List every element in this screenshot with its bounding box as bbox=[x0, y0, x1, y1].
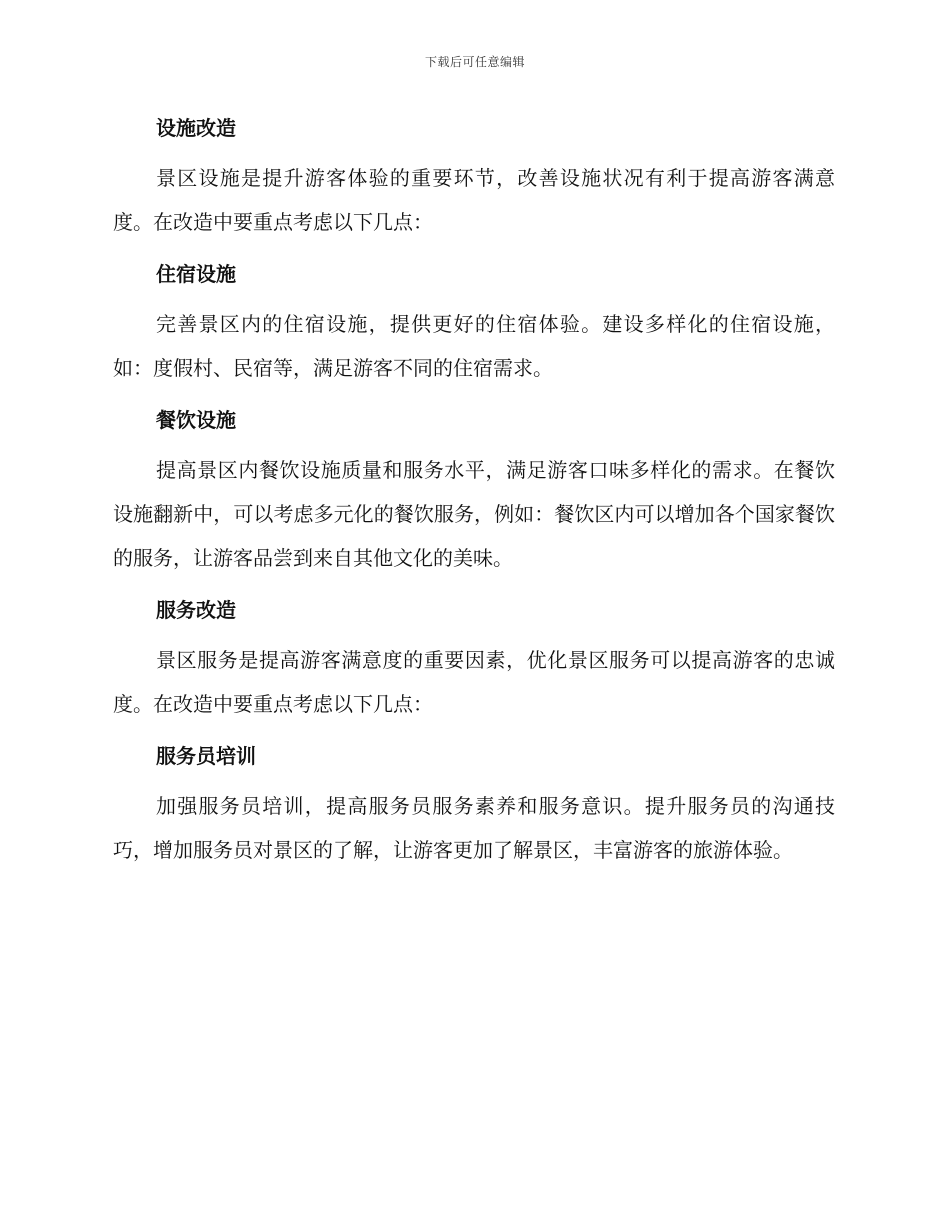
section-facility-renovation bbox=[113, 108, 835, 244]
section-paragraph: 景区设施是提升游客体验的重要环节，改善设施状况有利于提高游客满意度。在改造中要重点考虑以下几点： bbox=[113, 166, 835, 234]
section-heading: 住宿设施 bbox=[156, 262, 236, 286]
section-accommodation bbox=[113, 254, 835, 390]
section-paragraph: 提高景区内餐饮设施质量和服务水平，满足游客口味多样化的需求。在餐饮设施翻新中，可以考虑多元化的餐饮服务，例如：餐饮区内可以增加各个国家餐饮的服务，让游客品尝到来自其他文化的美味。 bbox=[113, 458, 835, 570]
section-paragraph: 完善景区内的住宿设施，提供更好的住宿体验。建设多样化的住宿设施，如：度假村、民宿等，满足游客不同的住宿需求。 bbox=[113, 312, 835, 380]
section-heading: 服务员培训 bbox=[156, 744, 256, 768]
section-heading: 服务改造 bbox=[156, 598, 236, 622]
section-heading: 设施改造 bbox=[156, 116, 236, 140]
section-paragraph: 景区服务是提高游客满意度的重要因素，优化景区服务可以提高游客的忠诚度。在改造中要重点考虑以下几点： bbox=[113, 648, 835, 716]
page-header: 下载后可任意编辑 bbox=[424, 55, 525, 69]
document-body bbox=[113, 108, 835, 882]
section-heading: 餐饮设施 bbox=[156, 408, 236, 432]
section-dining bbox=[113, 400, 835, 580]
section-staff-training bbox=[113, 736, 835, 872]
section-paragraph: 加强服务员培训，提高服务员服务素养和服务意识。提升服务员的沟通技巧，增加服务员对景区的了解，让游客更加了解景区，丰富游客的旅游体验。 bbox=[113, 794, 835, 862]
section-service-renovation bbox=[113, 590, 835, 726]
